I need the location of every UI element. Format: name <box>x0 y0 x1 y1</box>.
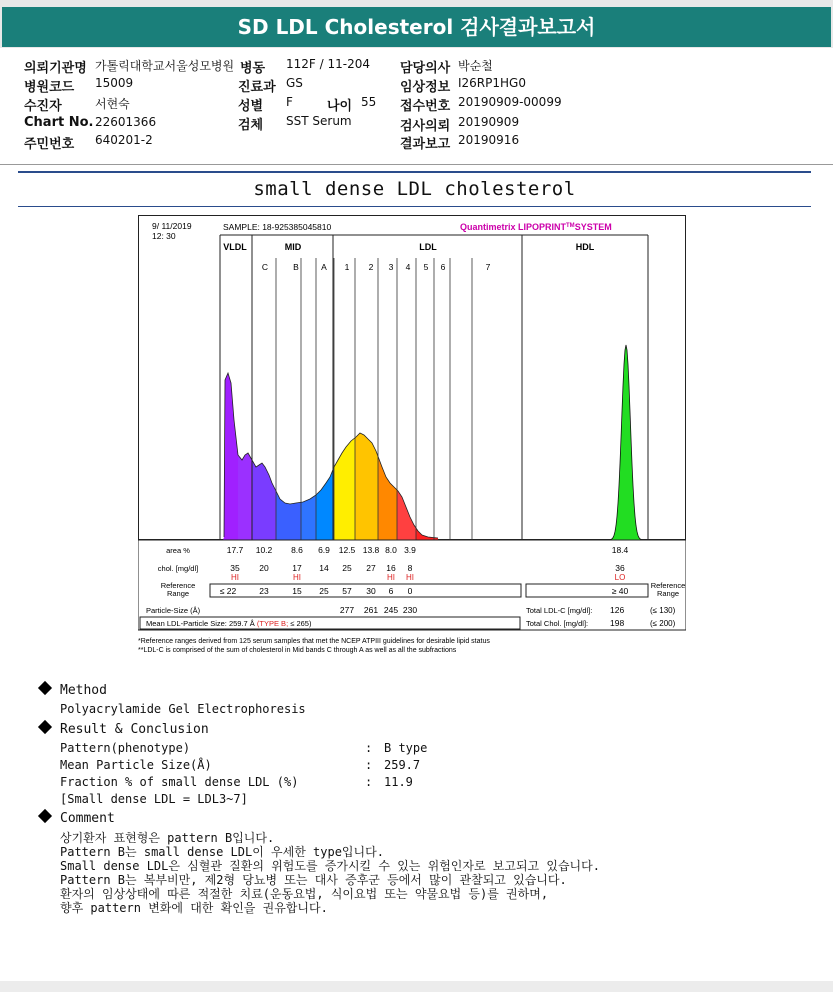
comment-line: 향후 pattern 변화에 대한 확인을 권유합니다. <box>60 901 328 915</box>
info-label: 검사의뢰 <box>400 119 451 134</box>
title-bar <box>0 0 833 48</box>
info-value: 서현숙 <box>95 97 130 111</box>
area-value: 13.8 <box>362 545 380 555</box>
ldl-subfraction-area <box>355 433 378 540</box>
chol-value: 20 <box>259 563 269 573</box>
info-label: Chart No. <box>24 115 94 130</box>
bullet-diamond-icon <box>38 681 52 695</box>
ldl-subfraction-area <box>238 453 252 540</box>
chol-value: 36 <box>615 563 625 573</box>
result-value: B type <box>384 741 428 755</box>
ref-value: 23 <box>259 586 269 596</box>
info-label: 결과보고 <box>400 137 451 152</box>
comment-line: Pattern B는 small dense LDL이 우세한 type입니다. <box>60 845 384 859</box>
total-chol-ref: (≤ 200) <box>650 619 676 628</box>
band-label: 4 <box>405 262 411 272</box>
info-value: 20190916 <box>458 133 520 147</box>
area-value: 3.9 <box>404 545 416 555</box>
comment-section <box>40 811 115 826</box>
area-value: 10.2 <box>255 545 273 555</box>
info-value: 20190909-00099 <box>458 95 562 109</box>
figure-note: *Reference ranges derived from 125 serum samples that met the NCEP ATPIII guidelines for desirable lipid status <box>138 638 490 645</box>
ref-value: ≥ 40 <box>611 586 629 596</box>
method-value: Polyacrylamide Gel Electrophoresis <box>60 702 306 716</box>
method-heading: Method <box>60 683 107 698</box>
band-label: B <box>293 262 299 272</box>
comment-line: 환자의 임상상태에 따른 적절한 치료(운동요법, 식이요법 또는 약물요법 등)를 권하며, <box>60 887 549 901</box>
band-label: 7 <box>485 262 491 272</box>
row-label-size: Particle-Size (Å) <box>146 606 201 615</box>
comment-line: Pattern B는 복부비만, 제2형 당뇨병 또는 대사 증후군 등에서 많이 관찰되고 있습니다. <box>60 873 567 887</box>
info-label: 담당의사 <box>400 61 451 76</box>
total-chol-label: Total Chol. [mg/dl]: <box>526 619 589 628</box>
bullet-diamond-icon <box>38 720 52 734</box>
result-value: 259.7 <box>384 758 421 772</box>
chol-value: 27 <box>366 563 376 573</box>
area-value: 18.4 <box>611 545 629 555</box>
ref-value: 25 <box>319 586 329 596</box>
report-title: SD LDL Cholesterol 검사결과보고서 <box>2 7 831 47</box>
comment-heading: Comment <box>60 811 115 826</box>
result-label: Mean Particle Size(Å) <box>60 758 212 772</box>
band-label: 2 <box>368 262 374 272</box>
size-value: 261 <box>363 605 379 615</box>
row-label-chol: chol. [mg/dl] <box>157 564 199 573</box>
row-label-ref: Reference Range <box>160 581 196 598</box>
info-label: 진료과 <box>238 80 276 95</box>
row-label-area: area % <box>166 546 190 555</box>
info-value: 15009 <box>95 76 134 90</box>
ref-value: 0 <box>407 586 413 596</box>
info-label: 검체 <box>238 118 264 133</box>
area-value: 17.7 <box>226 545 244 555</box>
area-value: 8.6 <box>291 545 303 555</box>
result-colon: : <box>365 758 373 772</box>
row-label-ref-right: Reference Range <box>650 581 686 598</box>
info-label: 의뢰기관명 <box>24 61 87 76</box>
chol-value: 25 <box>342 563 352 573</box>
size-value: 277 <box>339 605 355 615</box>
total-ldl-ref: (≤ 130) <box>650 606 676 615</box>
info-label: 성별 <box>238 99 264 114</box>
info-value: GS <box>286 76 303 90</box>
info-value: 박순철 <box>458 59 493 73</box>
footer-strip <box>0 981 833 992</box>
figure-date: 9/ 11/2019 <box>152 221 192 231</box>
band-label: 1 <box>344 262 350 272</box>
flag-label: HI <box>387 573 395 582</box>
method-section <box>40 683 107 698</box>
total-chol-value: 198 <box>610 618 625 628</box>
result-heading: Result & Conclusion <box>60 722 209 737</box>
area-value: 6.9 <box>318 545 330 555</box>
bullet-diamond-icon <box>38 809 52 823</box>
info-value: 640201-2 <box>95 133 153 147</box>
section-rule-bottom <box>18 206 811 207</box>
ref-value: 15 <box>292 586 302 596</box>
result-note: [Small dense LDL = LDL3~7] <box>60 792 248 806</box>
figure-brand: Quantimetrix LIPOPRINT™SYSTEM <box>460 222 612 232</box>
total-ldl-label: Total LDL-C [mg/dl]: <box>526 606 593 615</box>
section-rule-top <box>18 171 811 173</box>
lipoprint-chart <box>138 215 686 661</box>
figure-sample: SAMPLE: 18-925385045810 <box>223 222 332 232</box>
size-value: 230 <box>402 605 418 615</box>
flag-label: HI <box>231 573 239 582</box>
size-value: 245 <box>383 605 399 615</box>
info-value: 112F / 11-204 <box>286 57 370 71</box>
info-value: SST Serum <box>286 114 352 128</box>
result-value: 11.9 <box>384 775 413 789</box>
flag-label: HI <box>293 573 301 582</box>
info-label: 접수번호 <box>400 99 451 114</box>
info-label: 병원코드 <box>24 80 75 95</box>
info-label: 주민번호 <box>24 137 75 152</box>
info-value: 20190909 <box>458 115 520 129</box>
ref-value: 6 <box>388 586 394 596</box>
chol-value: 35 <box>230 563 240 573</box>
result-colon: : <box>365 775 373 789</box>
area-value: 12.5 <box>338 545 356 555</box>
group-label-ldl: LDL <box>419 242 437 252</box>
band-label: 3 <box>388 262 394 272</box>
result-label: Pattern(phenotype) <box>60 741 191 755</box>
chart-title: small dense LDL cholesterol <box>253 178 576 200</box>
info-value: 가톨릭대학교서울성모병원 <box>95 59 235 73</box>
band-label: A <box>321 262 327 272</box>
patient-info <box>0 50 833 165</box>
result-section <box>40 722 209 737</box>
result-label: Fraction % of small dense LDL (%) <box>60 775 299 789</box>
total-ldl-value: 126 <box>610 605 625 615</box>
flag-label: LO <box>614 573 626 582</box>
figure-frame <box>139 216 686 540</box>
info-value: I26RP1HG0 <box>458 76 526 90</box>
ref-value: 30 <box>366 586 376 596</box>
info-label: 병동 <box>240 61 266 76</box>
mean-size-text: Mean LDL-Particle Size: 259.7 Å (TYPE B; ≤ 265) <box>146 619 312 628</box>
ref-value: 57 <box>342 586 352 596</box>
chol-value: 14 <box>319 563 329 573</box>
figure-note: **LDL-C is comprised of the sum of cholesterol in Mid bands C through A as well as all the subfractions <box>138 647 457 654</box>
area-value: 8.0 <box>385 545 397 555</box>
group-label-mid: MID <box>284 242 302 252</box>
chol-value: 8 <box>407 563 413 573</box>
info-label: 나이 <box>327 99 353 114</box>
chol-value: 17 <box>292 563 302 573</box>
flag-label: HI <box>406 573 414 582</box>
lipoprint-figure <box>138 215 686 661</box>
info-label: 임상정보 <box>400 80 451 95</box>
band-label: 6 <box>440 262 446 272</box>
group-label-vldl: VLDL <box>223 242 247 252</box>
info-value: 22601366 <box>95 115 157 129</box>
info-value: 55 <box>361 95 377 109</box>
result-colon: : <box>365 741 373 755</box>
comment-line: 상기환자 표현형은 pattern B입니다. <box>60 831 275 845</box>
chol-value: 16 <box>386 563 396 573</box>
comment-line: Small dense LDL은 심혈관 질환의 위험도를 증가시킬 수 있는 위험인자로 보고되고 있습니다. <box>60 859 600 873</box>
figure-time: 12: 30 <box>152 231 176 241</box>
band-label: C <box>261 262 269 272</box>
info-value: F <box>286 95 293 109</box>
ref-value: ≤ 22 <box>219 586 237 596</box>
group-label-hdl: HDL <box>575 242 595 252</box>
band-label: 5 <box>423 262 429 272</box>
info-label: 수진자 <box>24 99 62 114</box>
